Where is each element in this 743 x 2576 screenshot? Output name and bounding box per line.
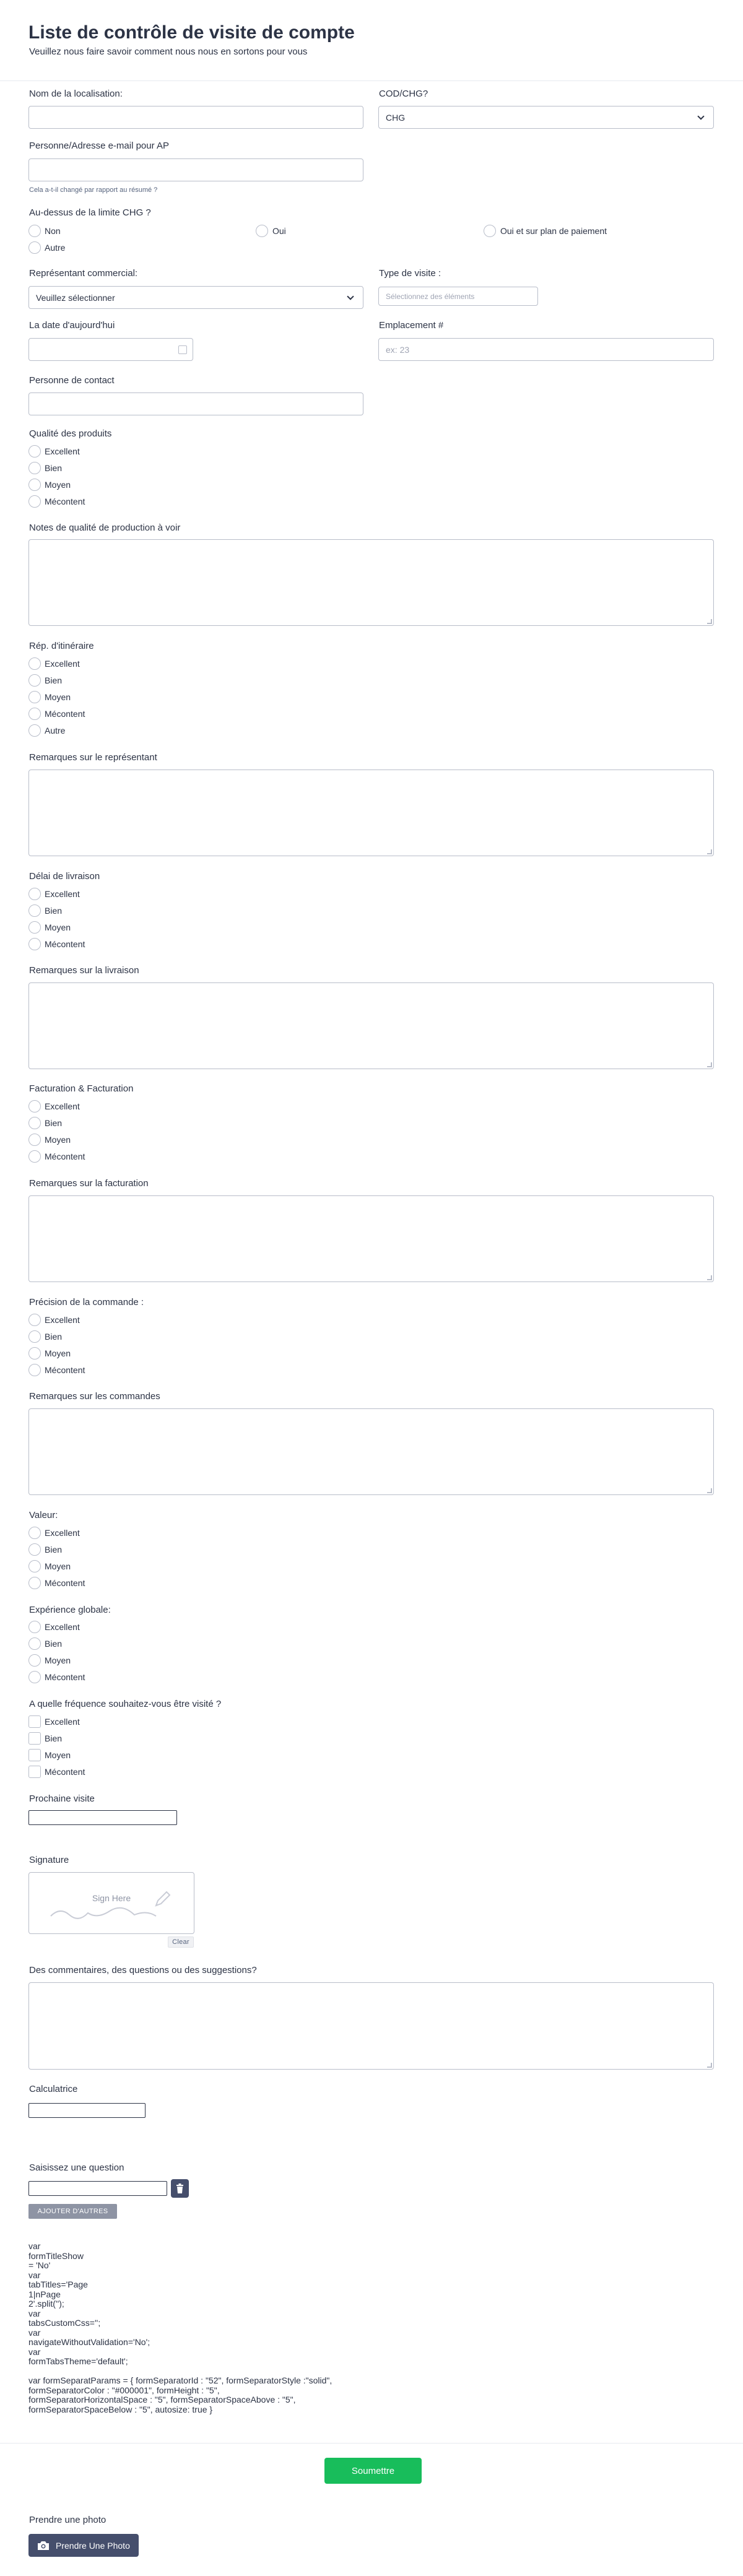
delivery-time-label: Délai de livraison: [29, 871, 100, 882]
billing-radio-excellent[interactable]: [28, 1100, 41, 1112]
chg-help-text: Cela a-t-il changé par rapport au résumé ?: [29, 186, 158, 194]
billing-radio-bien[interactable]: [28, 1117, 41, 1129]
sales-rep-placeholder: Veuillez sélectionner: [36, 292, 115, 303]
submit-button[interactable]: Soumettre: [324, 2458, 422, 2484]
billing-radio-moyen[interactable]: [28, 1134, 41, 1146]
delivery-radio-bien[interactable]: [28, 904, 41, 917]
frequency-label: A quelle fréquence souhaitez-vous être visité ?: [29, 1699, 222, 1709]
visit-type-select[interactable]: [378, 287, 538, 306]
experience-radio-moyen[interactable]: [28, 1654, 41, 1667]
ap-contact-label: Personne/Adresse e-mail pour AP: [29, 141, 169, 151]
above-chg-radio-autre[interactable]: [28, 241, 41, 254]
experience-radio-bien[interactable]: [28, 1637, 41, 1650]
experience-option: Mécontent: [45, 1672, 85, 1682]
order-option: Moyen: [45, 1348, 71, 1358]
trash-icon: [176, 2184, 184, 2193]
calculator-label: Calculatrice: [29, 2084, 78, 2094]
above-chg-option-non: Non: [45, 226, 61, 236]
delivery-radio-excellent[interactable]: [28, 888, 41, 900]
add-more-button[interactable]: AJOUTER D'AUTRES: [28, 2204, 117, 2219]
form-subtitle: Veuillez nous faire savoir comment nous nous en sortons pour vous: [29, 46, 308, 57]
cod-chg-select[interactable]: [378, 106, 714, 129]
comments-label: Des commentaires, des questions ou des suggestions?: [29, 1965, 257, 1975]
location-name-label: Nom de la localisation:: [29, 89, 123, 99]
resize-handle-icon[interactable]: [707, 1062, 712, 1067]
footer-divider: [0, 2443, 743, 2444]
above-chg-label: Au-dessus de la limite CHG ?: [29, 207, 151, 218]
frequency-option: Excellent: [45, 1717, 80, 1727]
next-visit-label: Prochaine visite: [29, 1793, 95, 1804]
product-quality-option: Bien: [45, 463, 63, 473]
order-radio-bien[interactable]: [28, 1330, 41, 1343]
rep-remarks-textarea[interactable]: [28, 770, 714, 856]
delivery-radio-mecontent[interactable]: [28, 938, 41, 950]
delivery-option: Mécontent: [45, 939, 85, 949]
billing-radio-mecontent[interactable]: [28, 1150, 41, 1163]
frequency-option: Mécontent: [45, 1767, 85, 1777]
above-chg-radio-non[interactable]: [28, 225, 41, 237]
experience-option: Moyen: [45, 1655, 71, 1665]
resize-handle-icon[interactable]: [707, 1275, 712, 1280]
billing-remarks-textarea[interactable]: [28, 1195, 714, 1282]
value-label: Valeur:: [29, 1510, 58, 1520]
itinerary-option: Bien: [45, 675, 63, 685]
sales-rep-label: Représentant commercial:: [29, 268, 138, 279]
today-date-input[interactable]: [28, 338, 193, 361]
frequency-checkbox-excellent[interactable]: [28, 1715, 41, 1728]
value-radio-moyen[interactable]: [28, 1560, 41, 1572]
order-option: Bien: [45, 1332, 63, 1342]
chevron-down-icon: [697, 113, 704, 119]
clear-signature-button[interactable]: Clear: [168, 1936, 194, 1948]
take-photo-label: Prendre une photo: [29, 2515, 106, 2525]
frequency-checkbox-bien[interactable]: [28, 1732, 41, 1745]
frequency-option: Moyen: [45, 1750, 71, 1760]
contact-person-input[interactable]: [28, 392, 363, 415]
product-quality-option: Excellent: [45, 446, 80, 456]
order-precision-label: Précision de la commande :: [29, 1297, 144, 1308]
visit-type-placeholder: Sélectionnez des éléments: [386, 292, 475, 301]
above-chg-option-autre: Autre: [45, 243, 66, 253]
calendar-icon[interactable]: [178, 345, 187, 354]
sign-here-text: Sign Here: [92, 1893, 131, 1903]
delivery-option: Bien: [45, 906, 63, 916]
billing-option: Mécontent: [45, 1151, 85, 1161]
billing-remarks-label: Remarques sur la facturation: [29, 1178, 149, 1189]
experience-radio-mecontent[interactable]: [28, 1671, 41, 1683]
location-number-input[interactable]: [378, 338, 714, 361]
cod-chg-value: CHG: [386, 112, 406, 123]
take-photo-button[interactable]: [28, 2534, 139, 2557]
product-quality-radio-excellent[interactable]: [28, 445, 41, 458]
product-quality-radio-moyen[interactable]: [28, 479, 41, 491]
resize-handle-icon[interactable]: [707, 1488, 712, 1493]
order-radio-excellent[interactable]: [28, 1314, 41, 1326]
enter-question-label: Saisissez une question: [29, 2162, 124, 2173]
location-number-placeholder: ex: 23: [386, 344, 410, 355]
order-remarks-textarea[interactable]: [28, 1408, 714, 1495]
value-option: Bien: [45, 1545, 63, 1555]
value-radio-bien[interactable]: [28, 1543, 41, 1556]
billing-label: Facturation & Facturation: [29, 1083, 134, 1094]
billing-option: Bien: [45, 1118, 63, 1128]
location-name-input[interactable]: [28, 106, 363, 129]
ap-contact-input[interactable]: [28, 158, 363, 181]
itinerary-radio-autre[interactable]: [28, 724, 41, 737]
cod-chg-label: COD/CHG?: [379, 89, 428, 99]
value-option: Mécontent: [45, 1578, 85, 1588]
production-notes-label: Notes de qualité de production à voir: [29, 523, 181, 533]
resize-handle-icon[interactable]: [707, 2063, 712, 2068]
location-number-label: Emplacement #: [379, 320, 444, 331]
production-notes-textarea[interactable]: [28, 539, 714, 626]
product-quality-option: Mécontent: [45, 497, 85, 506]
form-title: Liste de contrôle de visite de compte: [28, 22, 355, 43]
global-experience-label: Expérience globale:: [29, 1605, 111, 1615]
sales-rep-select[interactable]: [28, 286, 363, 309]
value-option: Moyen: [45, 1561, 71, 1571]
above-chg-option-oui: Oui: [272, 226, 286, 236]
above-chg-option-plan: Oui et sur plan de paiement: [500, 226, 607, 236]
chevron-down-icon: [347, 293, 354, 300]
frequency-option: Bien: [45, 1733, 63, 1743]
comments-textarea[interactable]: [28, 1982, 714, 2070]
order-option: Excellent: [45, 1315, 80, 1325]
calculator-input[interactable]: [28, 2103, 146, 2118]
take-photo-button-label: Prendre Une Photo: [56, 2540, 130, 2551]
order-radio-moyen[interactable]: [28, 1347, 41, 1360]
rep-remarks-label: Remarques sur le représentant: [29, 752, 157, 763]
delivery-option: Excellent: [45, 889, 80, 899]
itinerary-radio-bien[interactable]: [28, 674, 41, 687]
experience-radio-excellent[interactable]: [28, 1621, 41, 1633]
above-chg-radio-plan[interactable]: [484, 225, 496, 237]
itinerary-option: Moyen: [45, 692, 71, 702]
itinerary-option: Autre: [45, 726, 66, 735]
itinerary-rep-label: Rép. d'itinéraire: [29, 641, 94, 651]
resize-handle-icon[interactable]: [707, 619, 712, 624]
itinerary-radio-excellent[interactable]: [28, 657, 41, 670]
itinerary-option: Excellent: [45, 659, 80, 669]
experience-option: Excellent: [45, 1622, 80, 1632]
experience-option: Bien: [45, 1639, 63, 1649]
order-remarks-label: Remarques sur les commandes: [29, 1391, 160, 1402]
itinerary-radio-moyen[interactable]: [28, 691, 41, 703]
billing-option: Moyen: [45, 1135, 71, 1145]
pen-icon: [153, 1890, 172, 1909]
order-option: Mécontent: [45, 1365, 85, 1375]
value-radio-mecontent[interactable]: [28, 1577, 41, 1589]
script-text-block: var formTitleShow = 'No' var tabTitles='Page 1|nPage 2'.split(''); var tabsCustomCss=''; var navigateWithoutValidation='No'; var formTabsTheme='default'; var formSeparatParams = { formSeparatorId : "52", formSeparatorStyle :"solid", formSeparatorColor : "#000001", formHeight : "5", formSeparatorHorizontalSpace : "5", formSeparatorSpaceAbove : "5", formSeparatorSpaceBelow : "5", autosize: true }: [28, 2241, 332, 2414]
order-radio-mecontent[interactable]: [28, 1364, 41, 1376]
question-input[interactable]: [28, 2181, 167, 2196]
next-visit-input[interactable]: [28, 1810, 177, 1825]
signature-label: Signature: [29, 1855, 69, 1865]
value-radio-excellent[interactable]: [28, 1527, 41, 1539]
delivery-remarks-textarea[interactable]: [28, 982, 714, 1069]
delivery-option: Moyen: [45, 922, 71, 932]
product-quality-option: Moyen: [45, 480, 71, 490]
signature-pad[interactable]: [28, 1872, 194, 1934]
above-chg-radio-oui[interactable]: [256, 225, 268, 237]
delivery-remarks-label: Remarques sur la livraison: [29, 965, 139, 976]
visit-type-label: Type de visite :: [379, 268, 441, 279]
delete-question-button[interactable]: [171, 2179, 189, 2198]
product-quality-radio-mecontent[interactable]: [28, 495, 41, 508]
frequency-checkbox-mecontent[interactable]: [28, 1766, 41, 1778]
product-quality-label: Qualité des produits: [29, 428, 112, 439]
resize-handle-icon[interactable]: [707, 849, 712, 854]
delivery-radio-moyen[interactable]: [28, 921, 41, 934]
contact-person-label: Personne de contact: [29, 375, 115, 386]
billing-option: Excellent: [45, 1101, 80, 1111]
today-date-label: La date d'aujourd'hui: [29, 320, 115, 331]
itinerary-option: Mécontent: [45, 709, 85, 719]
form-header: [0, 0, 743, 81]
camera-icon: [37, 2541, 50, 2551]
product-quality-radio-bien[interactable]: [28, 462, 41, 474]
value-option: Excellent: [45, 1528, 80, 1538]
frequency-checkbox-moyen[interactable]: [28, 1749, 41, 1761]
itinerary-radio-mecontent[interactable]: [28, 708, 41, 720]
